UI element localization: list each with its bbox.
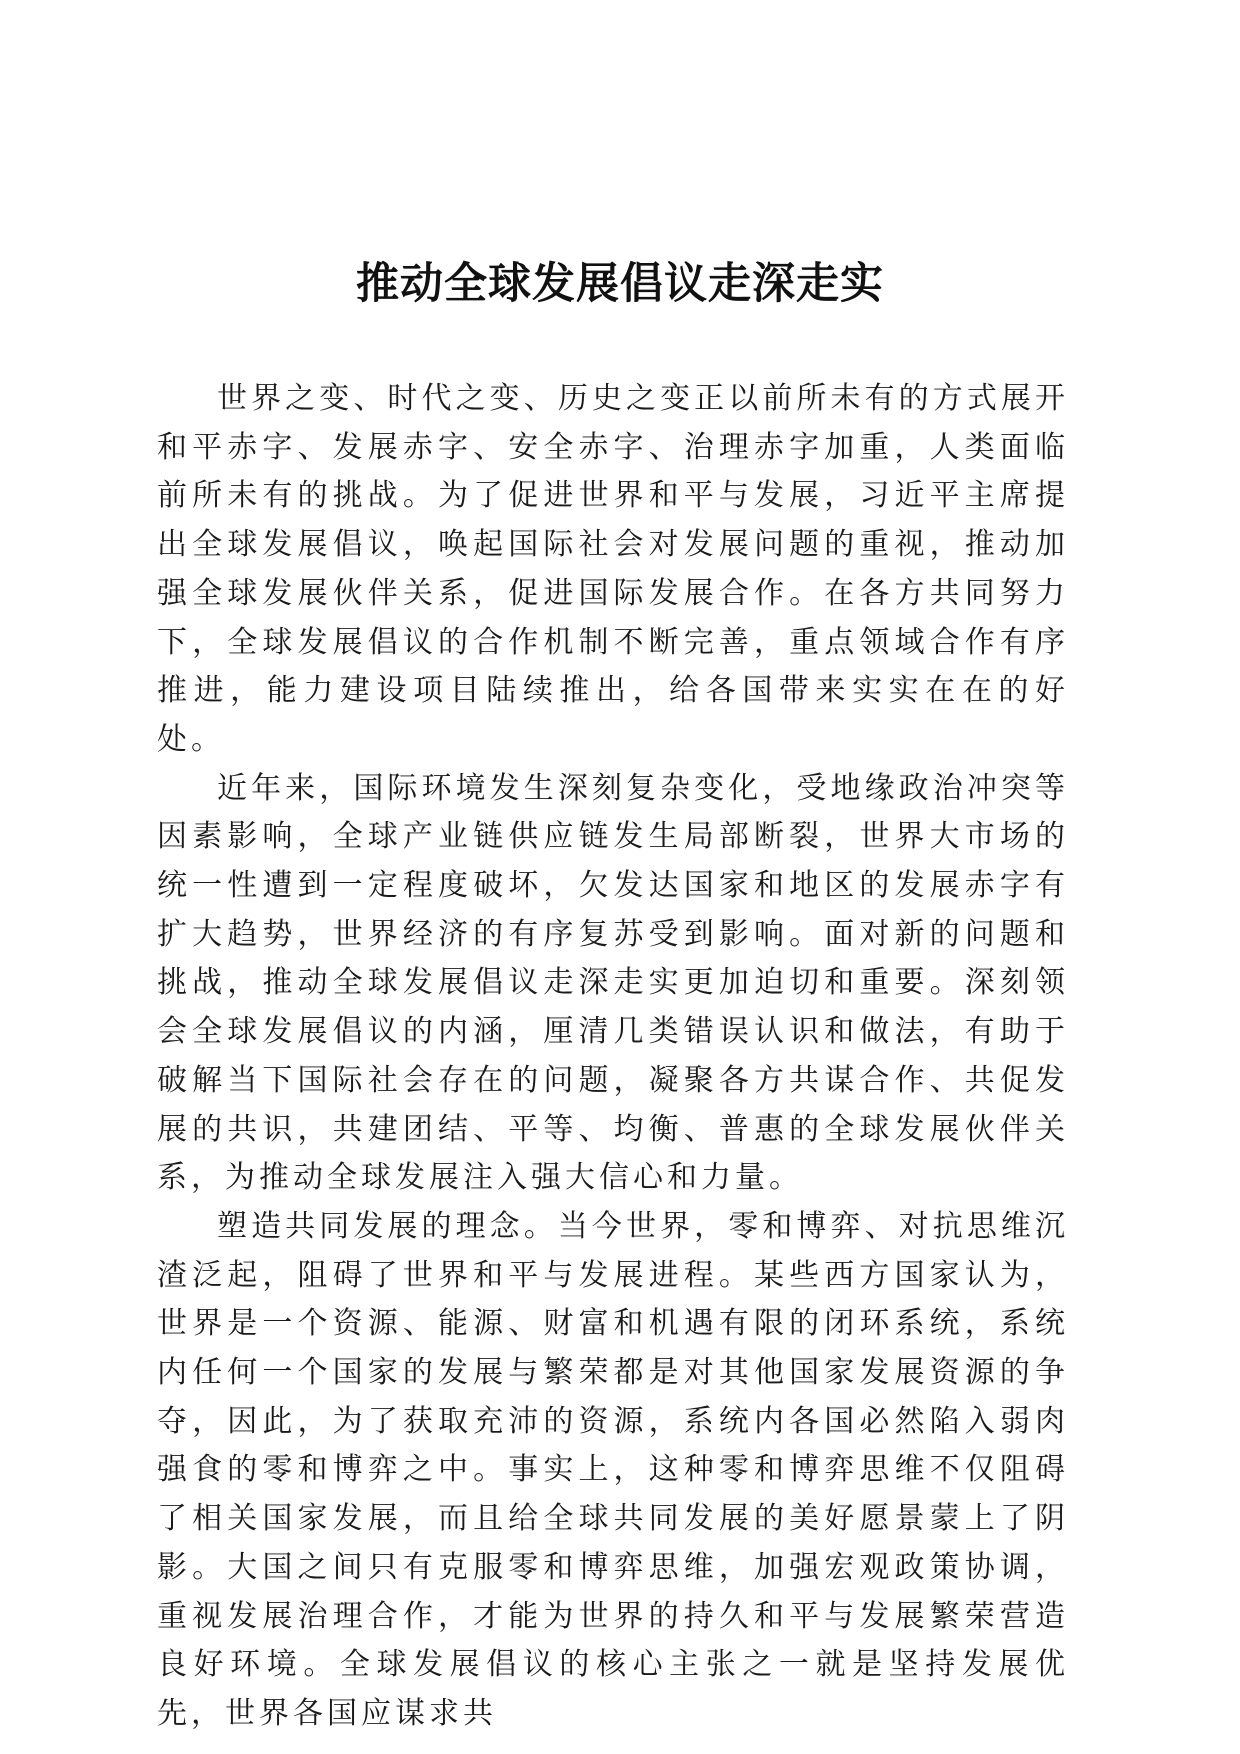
paragraph: 塑造共同发展的理念。当今世界，零和博弈、对抗思维沉渣泛起，阻碍了世界和平与发展进程。某些西方国家认为，世界是一个资源、能源、财富和机遇有限的闭环系统，系统内任何一个国家的发展与繁荣都是对其他国家发展资源的争夺，因此，为了获取充沛的资源，系统内各国必然陷入弱肉强食的零和博弈之中。事实上，这种零和博弈思维不仅阻碍了相关国家发展，而且给全球共同发展的美好愿景蒙上了阴影。大国之间只有克服零和博弈思维，加强宏观政策协调，重视发展治理合作，才能为世界的持久和平与发展繁荣营造良好环境。全球发展倡议的核心主张之一就是坚持发展优先，世界各国应谋求共 bbox=[157, 1208, 1069, 1731]
document-title: 推动全球发展倡议走深走实 bbox=[356, 259, 884, 309]
paragraph: 世界之变、时代之变、历史之变正以前所未有的方式展开和平赤字、发展赤字、安全赤字、治理赤字加重，人类面临前所未有的挑战。为了促进世界和平与发展，习近平主席提出全球发展倡议，唤起国际社会对发展问题的重视，推动加强全球发展伙伴关系，促进国际发展合作。在各方共同努力下，全球发展倡议的合作机制不断完善，重点领域合作有序推进，能力建设项目陆续推出，给各国带来实实在在的好处。 bbox=[157, 381, 1069, 757]
paragraph: 近年来，国际环境发生深刻复杂变化，受地缘政治冲突等因素影响，全球产业链供应链发生局部断裂，世界大市场的统一性遭到一定程度破坏，欠发达国家和地区的发展赤字有扩大趋势，世界经济的有序复苏受到影响。面对新的问题和挑战，推动全球发展倡议走深走实更加迫切和重要。深刻领会全球发展倡议的内涵，厘清几类错误认识和做法，有助于破解当下国际社会存在的问题，凝聚各方共谋合作、共促发展的共识，共建团结、平等、均衡、普惠的全球发展伙伴关系，为推动全球发展注入强大信心和力量。 bbox=[157, 770, 1069, 1196]
document-body bbox=[157, 375, 1069, 1739]
